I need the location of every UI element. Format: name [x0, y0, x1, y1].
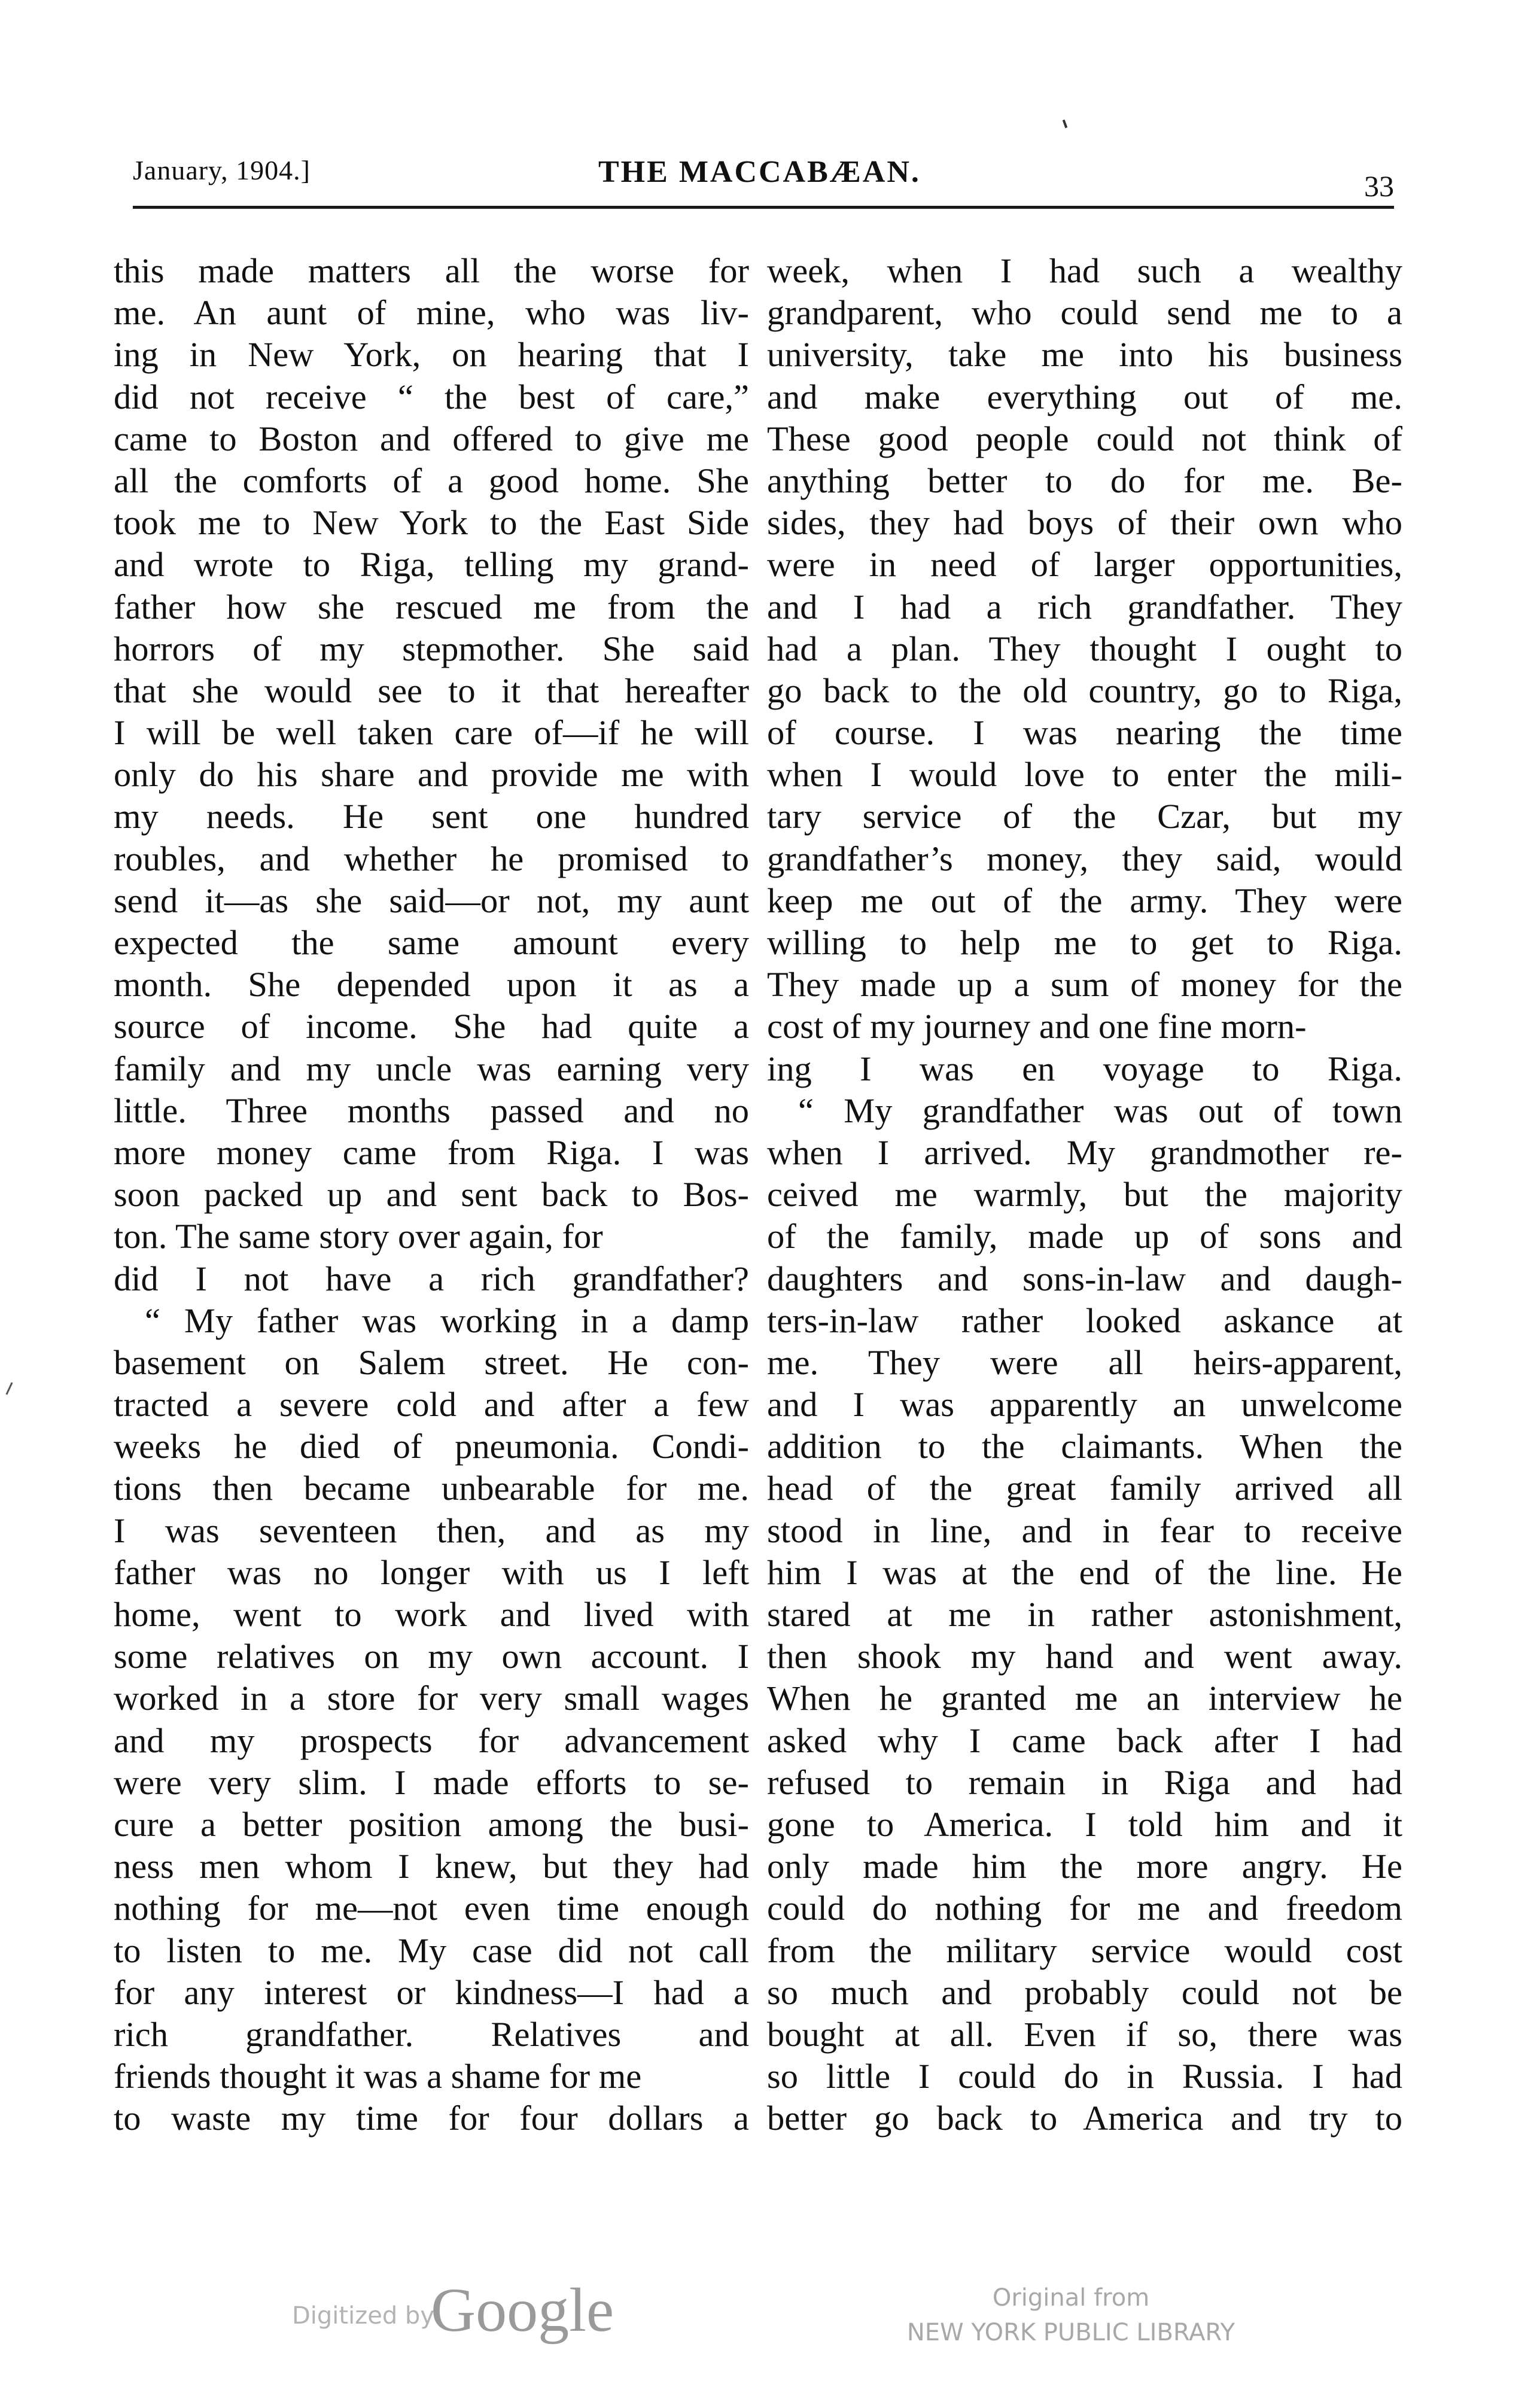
library-name: NEW YORK PUBLIC LIBRARY	[906, 2319, 1235, 2346]
text-line: horrors of my stepmother. She said	[114, 629, 749, 668]
text-line: anything better to do for me. Be-	[767, 461, 1402, 500]
text-line: home, went to work and lived with	[114, 1595, 749, 1634]
text-line: soon packed up and sent back to Bos-	[114, 1175, 749, 1214]
page-number: 33	[1364, 169, 1394, 203]
text-line: and I had a rich grandfather. They	[767, 587, 1402, 626]
text-line: ness men whom I knew, but they had	[114, 1847, 749, 1886]
text-line: “ My father was working in a damp	[145, 1301, 749, 1340]
text-line: gone to America. I told him and it	[767, 1804, 1402, 1844]
text-line: then shook my hand and went away.	[767, 1637, 1402, 1676]
text-line: keep me out of the army. They were	[767, 881, 1402, 920]
text-line: These good people could not think of	[767, 419, 1402, 458]
google-logo: Google	[431, 2276, 614, 2345]
text-line: roubles, and whether he promised to	[114, 839, 749, 878]
text-line: ton. The same story over again, for	[114, 1217, 603, 1256]
text-line: me. An aunt of mine, who was liv-	[114, 293, 749, 333]
text-line: send it—as she said—or not, my aunt	[114, 881, 749, 920]
text-line: of course. I was nearing the time	[767, 713, 1402, 753]
text-line: so much and probably could not be	[767, 1972, 1402, 2012]
text-line: ceived me warmly, but the majority	[767, 1175, 1402, 1214]
text-line: source of income. She had quite a	[114, 1007, 749, 1046]
text-line: better go back to America and try to	[767, 2099, 1402, 2138]
text-line: weeks he died of pneumonia. Condi-	[114, 1427, 749, 1466]
text-line: him I was at the end of the line. He	[767, 1552, 1402, 1592]
text-line: family and my uncle was earning very	[114, 1049, 749, 1088]
text-line: grandparent, who could send me to a	[767, 293, 1402, 333]
text-line: from the military service would cost	[767, 1931, 1402, 1970]
text-line: little. Three months passed and no	[114, 1091, 749, 1130]
header-rule	[133, 206, 1394, 209]
margin-tick	[5, 1382, 13, 1395]
text-line: worked in a store for very small wages	[114, 1679, 749, 1718]
text-line: ing in New York, on hearing that I	[114, 335, 749, 375]
text-line: could do nothing for me and freedom	[767, 1889, 1402, 1928]
text-line: I will be well taken care of—if he will	[114, 713, 749, 753]
original-from-label: Original from	[992, 2284, 1150, 2312]
text-line: expected the same amount every	[114, 923, 749, 962]
text-line: all the comforts of a good home. She	[114, 461, 749, 500]
text-line: more money came from Riga. I was	[114, 1132, 749, 1172]
text-line: my needs. He sent one hundred	[114, 797, 749, 836]
text-line: father was no longer with us I left	[114, 1552, 749, 1592]
right-column	[767, 250, 1402, 2139]
text-line: were very slim. I made efforts to se-	[114, 1762, 749, 1802]
text-line: some relatives on my own account. I	[114, 1637, 749, 1676]
text-line: addition to the claimants. When the	[767, 1427, 1402, 1466]
text-line: tracted a severe cold and after a few	[114, 1385, 749, 1424]
text-line: month. She depended upon it as a	[114, 965, 749, 1004]
running-header	[133, 154, 1394, 208]
text-line: to waste my time for four dollars a	[114, 2099, 749, 2138]
text-line: stared at me in rather astonishment,	[767, 1595, 1402, 1634]
text-line: and make everything out of me.	[767, 377, 1402, 416]
text-line: to listen to me. My case did not call	[114, 1931, 749, 1970]
text-line: friends thought it was a shame for me	[114, 2057, 642, 2096]
text-line: did not receive “ the best of care,”	[114, 377, 749, 416]
text-line: When he granted me an interview he	[767, 1679, 1402, 1718]
text-line: basement on Salem street. He con-	[114, 1342, 749, 1382]
text-line: grandfather’s money, they said, would	[767, 839, 1402, 878]
text-line: ing I was en voyage to Riga.	[767, 1049, 1402, 1088]
text-line: tary service of the Czar, but my	[767, 797, 1402, 836]
text-line: only do his share and provide me with	[114, 755, 749, 794]
text-line: were in need of larger opportunities,	[767, 545, 1402, 584]
digitized-by-label: Digitized by	[292, 2302, 434, 2330]
text-line: They made up a sum of money for the	[767, 965, 1402, 1004]
text-line: bought at all. Even if so, there was	[767, 2014, 1402, 2054]
text-line: nothing for me—not even time enough	[114, 1889, 749, 1928]
text-line: when I would love to enter the mili-	[767, 755, 1402, 794]
text-line: rich grandfather. Relatives and	[114, 2014, 749, 2054]
text-line: when I arrived. My grandmother re-	[767, 1132, 1402, 1172]
journal-title: THE MACCABÆAN.	[598, 155, 921, 189]
text-line: did I not have a rich grandfather?	[114, 1259, 749, 1298]
text-line: go back to the old country, go to Riga,	[767, 671, 1402, 710]
digitization-footer	[0, 2269, 1540, 2376]
text-line: this made matters all the worse for	[114, 251, 749, 290]
text-line: and my prospects for advancement	[114, 1721, 749, 1760]
text-line: willing to help me to get to Riga.	[767, 923, 1402, 962]
text-line: came to Boston and offered to give me	[114, 419, 749, 458]
text-line: so little I could do in Russia. I had	[767, 2057, 1402, 2096]
text-line: I was seventeen then, and as my	[114, 1511, 749, 1550]
text-line: for any interest or kindness—I had a	[114, 1972, 749, 2012]
text-line: asked why I came back after I had	[767, 1721, 1402, 1760]
text-line: ters-in-law rather looked askance at	[767, 1301, 1402, 1340]
provenance	[891, 2281, 1250, 2350]
text-line: and I was apparently an unwelcome	[767, 1385, 1402, 1424]
text-line: took me to New York to the East Side	[114, 503, 749, 543]
text-line: tions then became unbearable for me.	[114, 1469, 749, 1508]
text-line: sides, they had boys of their own who	[767, 503, 1402, 543]
text-line: had a plan. They thought I ought to	[767, 629, 1402, 668]
text-line: week, when I had such a wealthy	[767, 251, 1402, 290]
text-line: only made him the more angry. He	[767, 1847, 1402, 1886]
scan-speck	[1063, 120, 1068, 129]
text-line: head of the great family arrived all	[767, 1469, 1402, 1508]
text-line: refused to remain in Riga and had	[767, 1762, 1402, 1802]
text-line: daughters and sons-in-law and daugh-	[767, 1259, 1402, 1298]
text-line: university, take me into his business	[767, 335, 1402, 375]
issue-date: January, 1904.]	[133, 155, 311, 185]
text-line: of the family, made up of sons and	[767, 1217, 1402, 1256]
text-line: me. They were all heirs-apparent,	[767, 1342, 1402, 1382]
text-line: that she would see to it that hereafter	[114, 671, 749, 710]
text-line: father how she rescued me from the	[114, 587, 749, 626]
text-line: cost of my journey and one fine morn-	[767, 1007, 1307, 1046]
text-line: cure a better position among the busi-	[114, 1804, 749, 1844]
text-line: stood in line, and in fear to receive	[767, 1511, 1402, 1550]
text-line: and wrote to Riga, telling my grand-	[114, 545, 749, 584]
text-line: “ My grandfather was out of town	[798, 1091, 1402, 1130]
left-column	[114, 250, 749, 2139]
